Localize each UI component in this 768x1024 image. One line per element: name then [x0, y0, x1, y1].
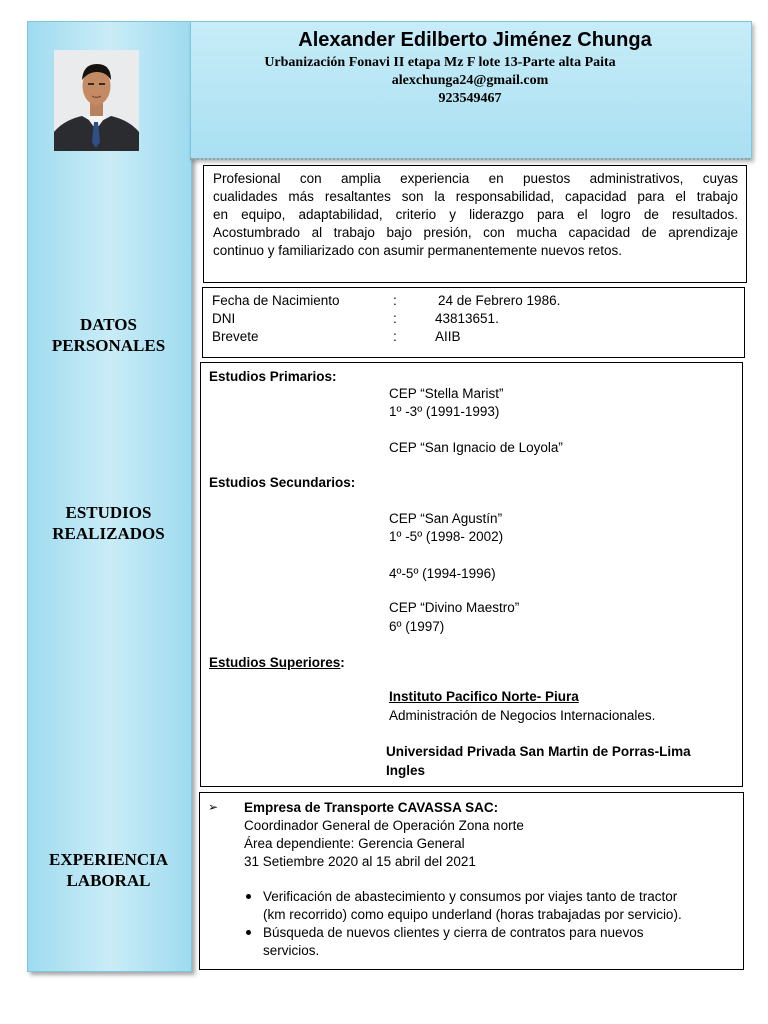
birth-date-value: 24 de Febrero 1986.: [438, 293, 561, 308]
dni-sep: :: [393, 311, 397, 326]
secondary-years-1: 1º -5º (1998- 2002): [389, 529, 504, 544]
duty-bullet-icon: [246, 894, 251, 899]
profile-line: en equipo, adaptabilidad, criterio y liderazgo para el logro de resultados.: [213, 207, 738, 222]
duty-line: (km recorrido) como equipo underland (horas trabajadas por servicio).: [263, 907, 682, 922]
profile-photo: [54, 50, 139, 151]
primary-school-2: CEP “San Ignacio de Loyola”: [389, 440, 563, 455]
birth-date-sep: :: [393, 293, 397, 308]
job-period: 31 Setiembre 2020 al 15 abril del 2021: [244, 854, 476, 869]
duty-line: Búsqueda de nuevos clientes y cierra de contratos para nuevos: [263, 925, 644, 940]
portrait-image: [54, 50, 139, 151]
label-line: ESTUDIOS: [65, 503, 152, 522]
secondary-years-2: 4º-5º (1994-1996): [389, 566, 496, 581]
section-label-estudios-realizados: [27, 502, 190, 544]
dni-value: 43813651.: [435, 311, 499, 326]
label-line: EXPERIENCIA: [48, 850, 169, 869]
institute-program: Administración de Negocios Internacionales.: [389, 708, 656, 723]
phone-line: 923549467: [438, 91, 502, 106]
sidebar-panel: [27, 21, 192, 972]
license-sep: :: [393, 329, 397, 344]
candidate-name: Alexander Edilberto Jiménez Chunga: [298, 29, 652, 51]
secondary-studies-title: Estudios Secundarios:: [209, 475, 356, 490]
label-line: LABORAL: [66, 871, 151, 890]
profile-line: Acostumbrado al trabajo bajo presión, con mucha capacidad de aprendizaje: [213, 225, 738, 240]
license-value: AIIB: [435, 329, 461, 344]
job-position: Coordinador General de Operación Zona norte: [244, 818, 524, 833]
arrow-bullet-icon: ➢: [208, 800, 219, 814]
university-program: Ingles: [386, 763, 426, 778]
header-divider: [190, 158, 750, 160]
profile-summary-box: [203, 165, 747, 283]
dni-label: DNI: [212, 311, 236, 326]
secondary-school-1: CEP “San Agustín”: [389, 511, 503, 526]
secondary-school-3: CEP “Divino Maestro”: [389, 600, 520, 615]
superior-title-colon: :: [340, 655, 345, 670]
secondary-years-3: 6º (1997): [389, 619, 445, 634]
section-label-experiencia-laboral: [27, 849, 190, 891]
university-name: Universidad Privada San Martin de Porras-Lima: [386, 744, 691, 759]
profile-line: continuo y familiarizado con asumir permanentemente nuevos retos.: [213, 243, 622, 258]
profile-line: Profesional con amplia experiencia en puestos administrativos, cuyas: [213, 171, 738, 186]
primary-years-1: 1º -3º (1991-1993): [389, 404, 500, 419]
duty-bullet-icon: [246, 930, 251, 935]
email-line: alexchunga24@gmail.com: [391, 73, 549, 88]
duty-line: Verificación de abastecimiento y consumos por viajes tanto de tractor: [263, 889, 678, 904]
license-label: Brevete: [212, 329, 259, 344]
address-line: Urbanización Fonavi II etapa Mz F lote 13-Parte alta Paita: [264, 55, 616, 70]
section-label-datos-personales: [27, 314, 190, 356]
primary-school-1: CEP “Stella Marist”: [389, 386, 504, 401]
institute-name: Instituto Pacifico Norte- Piura: [389, 689, 579, 704]
duty-line: servicios.: [263, 943, 320, 958]
profile-line: cualidades más resaltantes son la responsabilidad, capacidad para el trabajo: [213, 189, 738, 204]
primary-studies-title: Estudios Primarios:: [209, 369, 337, 384]
job-area: Área dependiente: Gerencia General: [244, 836, 465, 851]
label-line: REALIZADOS: [52, 524, 165, 543]
superior-title-text: Estudios Superiores: [209, 655, 341, 670]
label-line: PERSONALES: [51, 336, 166, 355]
label-line: DATOS: [79, 315, 137, 334]
superior-studies-title: [209, 654, 345, 672]
birth-date-label: Fecha de Nacimiento: [212, 293, 340, 308]
company-name: Empresa de Transporte CAVASSA SAC:: [244, 800, 499, 815]
